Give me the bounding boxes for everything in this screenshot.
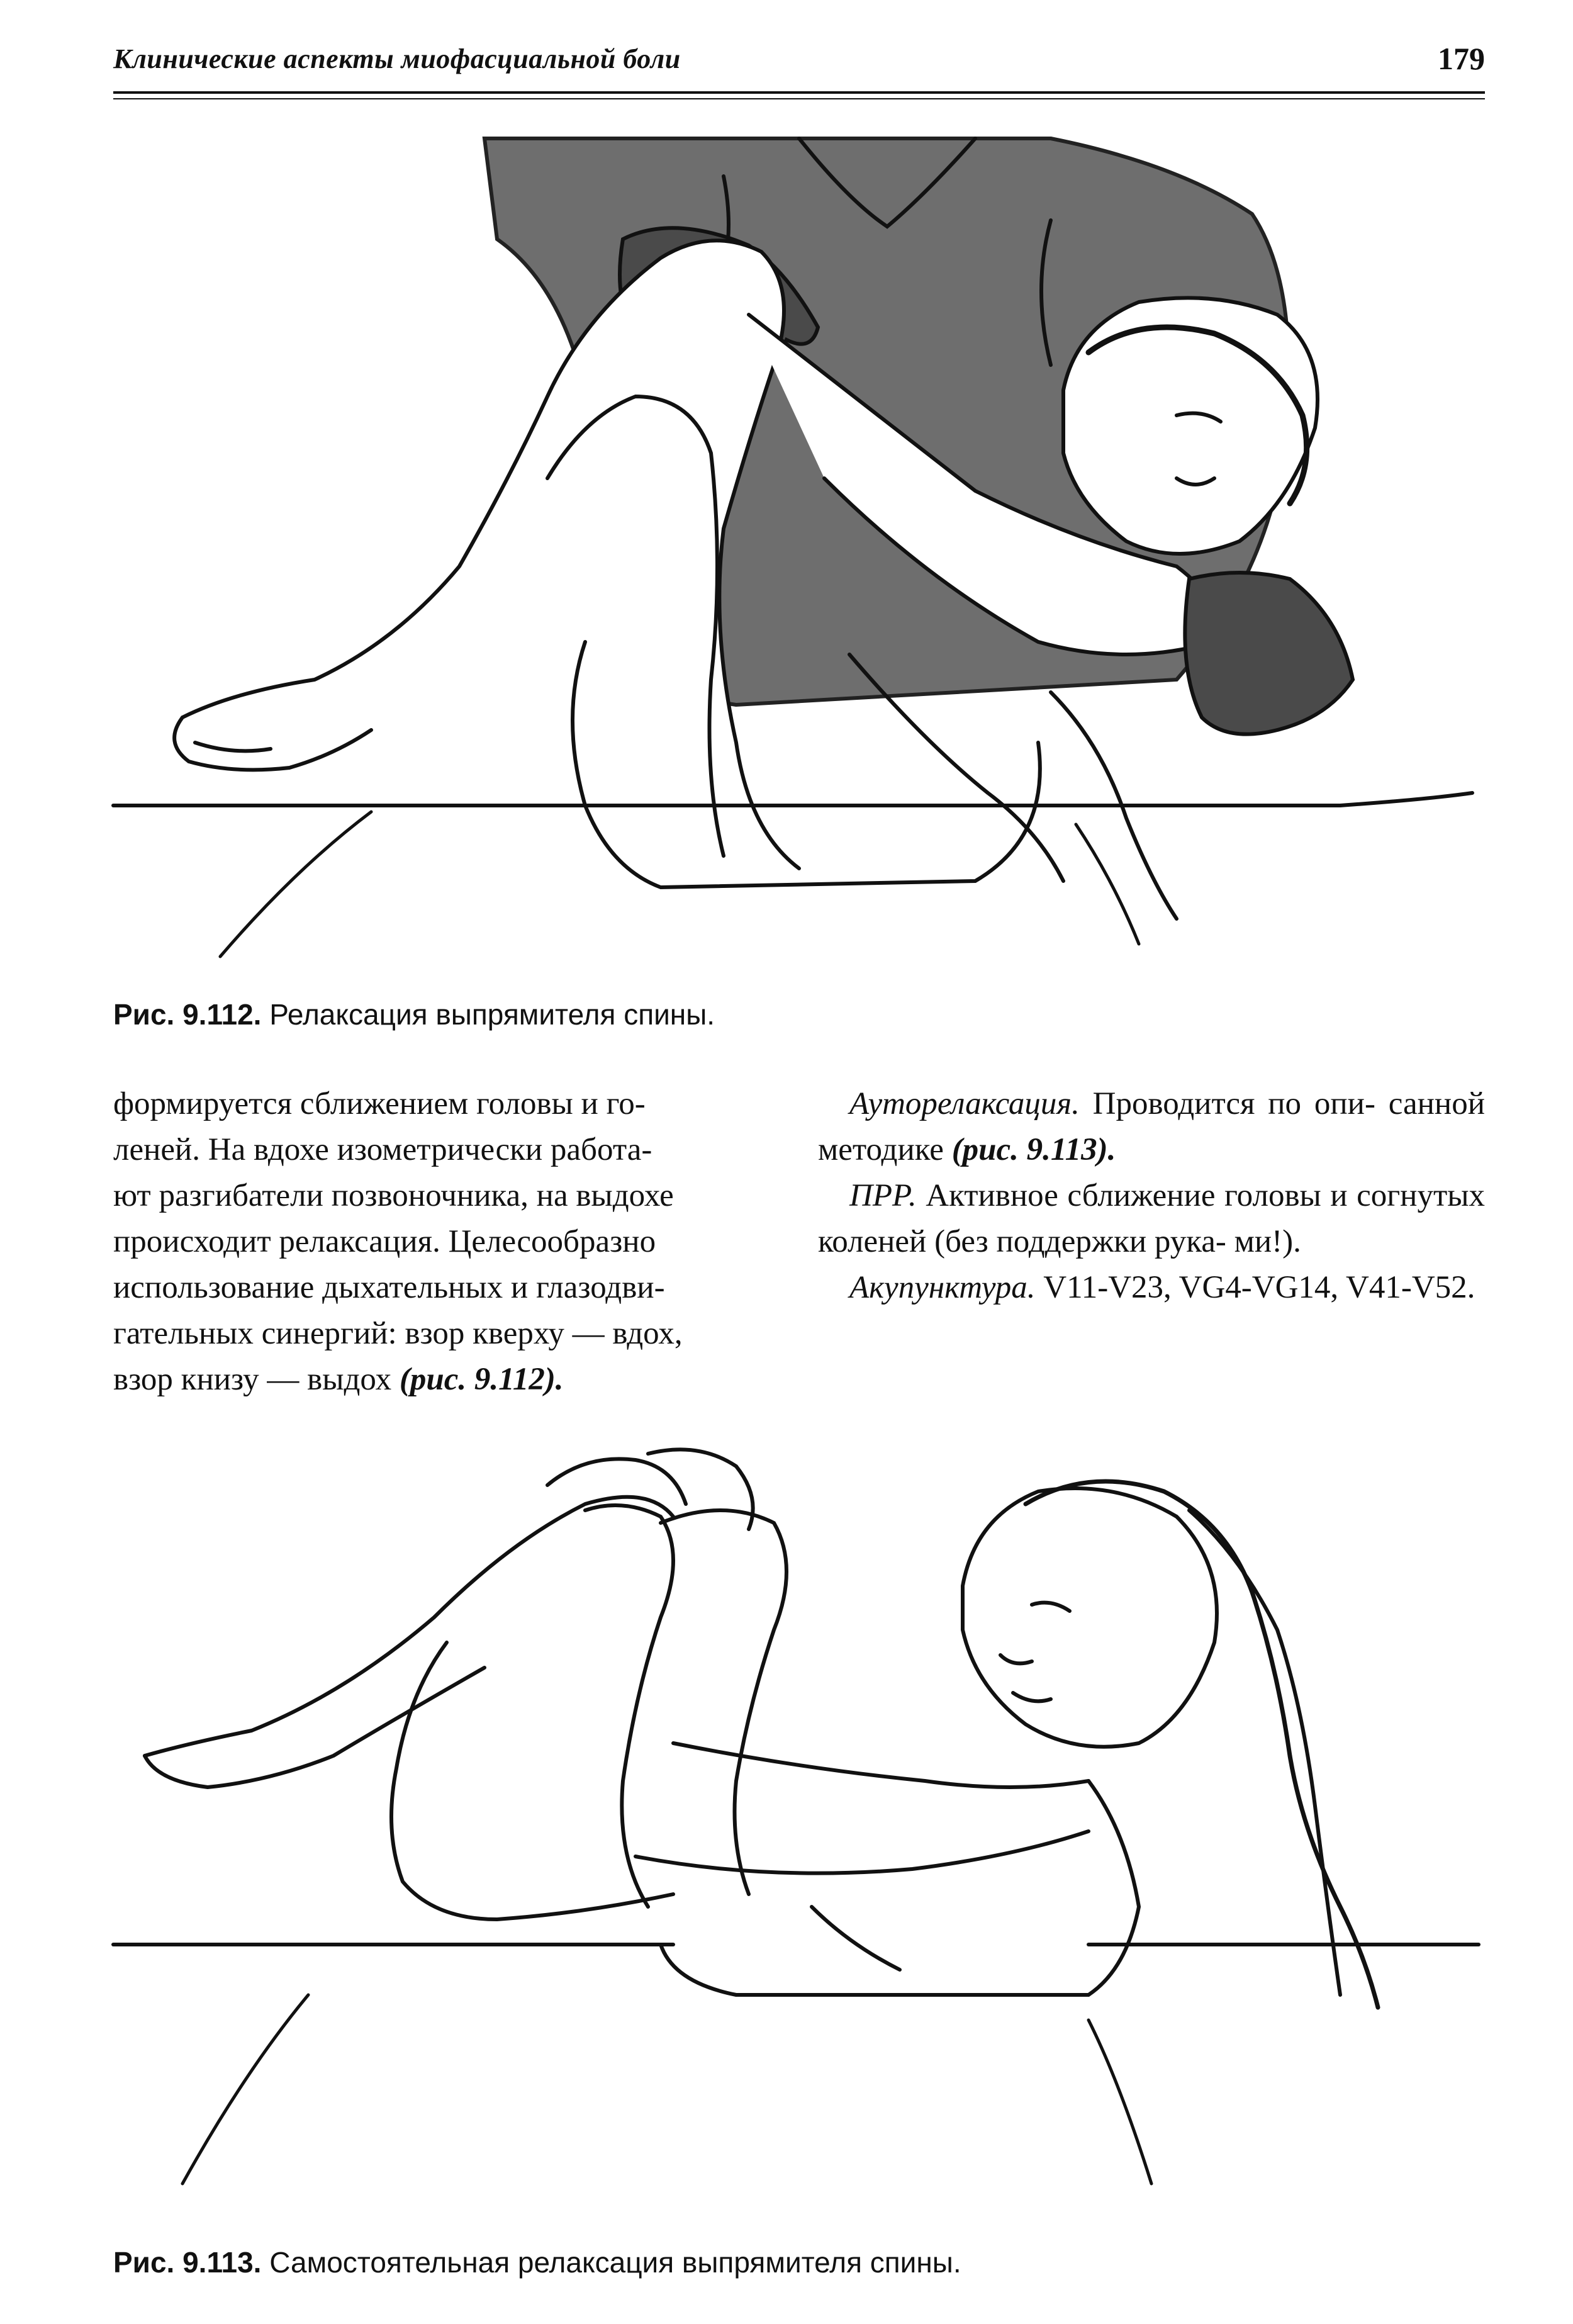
figure-reference: (рис. 9.113). bbox=[951, 1132, 1116, 1167]
figure-label: Рис. 9.113. bbox=[113, 2246, 262, 2279]
paragraph-autorelax bbox=[818, 1081, 1485, 1173]
body-right-column bbox=[818, 1081, 1485, 1311]
prr-text: Активное сближение головы и согнутых коленей (без поддержки рука- ми!). bbox=[818, 1178, 1485, 1259]
figure-reference: (рис. 9.112). bbox=[399, 1362, 564, 1397]
text-line: взор книзу — выдох bbox=[113, 1362, 400, 1397]
figure-caption-text: Самостоятельная релаксация выпрямителя спины. bbox=[269, 2246, 961, 2279]
figure-label: Рис. 9.112. bbox=[113, 998, 262, 1031]
text-line: формируется сближением головы и го- bbox=[113, 1086, 646, 1121]
body-left-column bbox=[113, 1081, 768, 1403]
paragraph-acupuncture bbox=[818, 1265, 1485, 1311]
figure-9-113-illustration bbox=[107, 1429, 1485, 2234]
header-rule bbox=[113, 91, 1485, 94]
term-prr: ПРР. bbox=[849, 1178, 917, 1213]
text-line: использование дыхательных и глазодви- bbox=[113, 1270, 665, 1305]
text-line: ют разгибатели позвоночника, на выдохе bbox=[113, 1178, 674, 1213]
text-line: гательных синергий: взор кверху — вдох, bbox=[113, 1316, 683, 1351]
paragraph-prr bbox=[818, 1173, 1485, 1265]
figure-9-113-caption bbox=[113, 2245, 961, 2279]
acupuncture-text: V11-V23, VG4-VG14, V41-V52. bbox=[1035, 1270, 1475, 1305]
term-acupuncture: Акупунктура. bbox=[849, 1270, 1036, 1305]
text-line: происходит релаксация. Целесообразно bbox=[113, 1224, 656, 1259]
figure-caption-text: Релаксация выпрямителя спины. bbox=[269, 998, 715, 1031]
autorelax-text: Проводится по опи- санной методике bbox=[818, 1086, 1485, 1167]
text-line: леней. На вдохе изометрически работа- bbox=[113, 1132, 652, 1167]
page-number: 179 bbox=[1438, 41, 1485, 76]
header-rule-thin bbox=[113, 98, 1485, 99]
figure-9-112-illustration bbox=[107, 126, 1485, 982]
term-autorelax: Ауторелаксация. bbox=[849, 1086, 1080, 1121]
text-line-last bbox=[113, 1357, 768, 1403]
figure-9-112-caption bbox=[113, 997, 715, 1031]
running-title: Клинические аспекты миофасциальной боли bbox=[113, 43, 681, 74]
page-header bbox=[113, 43, 1485, 87]
